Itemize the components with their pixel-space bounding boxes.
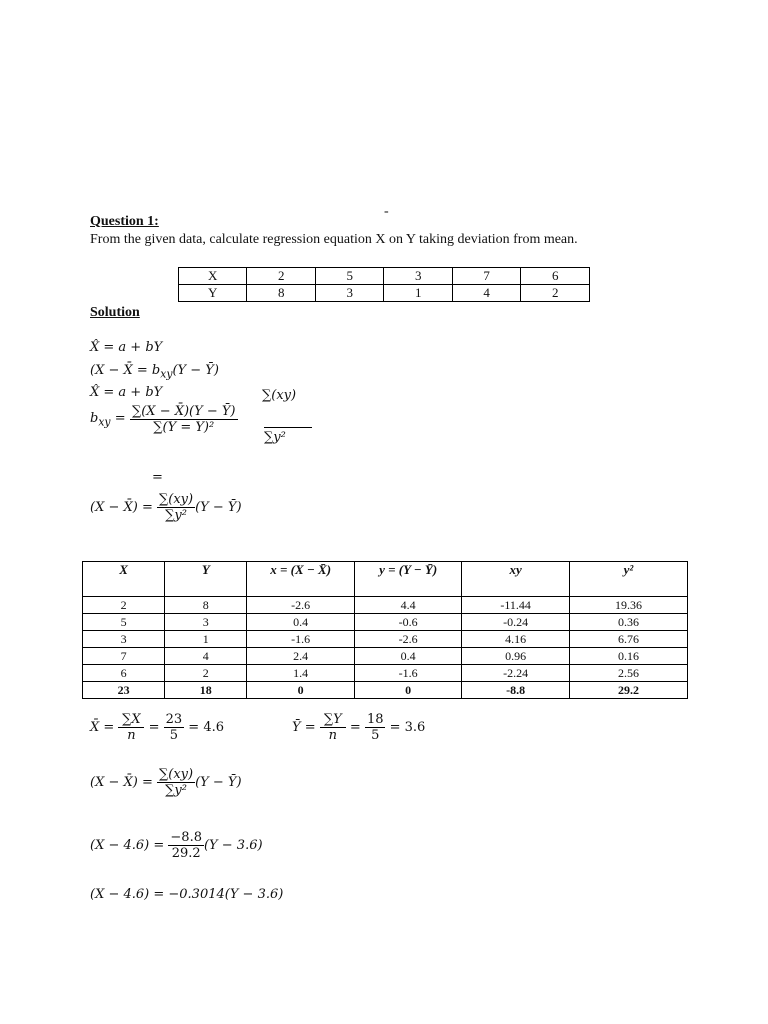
table-cell: 2: [165, 665, 247, 682]
bxy-alt-denominator: ∑y²: [264, 427, 312, 445]
ybar-lhs: Ȳ =: [292, 720, 316, 735]
ybar-denominator-value: 5: [365, 727, 386, 743]
xbar-formula: [90, 712, 224, 743]
xbar-result: = 4.6: [188, 720, 224, 735]
table-row: [83, 614, 688, 631]
ybar-eq: =: [349, 720, 361, 735]
equation-2: [90, 363, 219, 381]
eq2-head: (X − X̄ = b: [90, 363, 161, 378]
totals-row: [83, 682, 688, 699]
bxy-sub: xy: [98, 415, 111, 429]
row-label: Y: [179, 285, 247, 302]
l2-lhs: (X − 4.6) =: [90, 838, 165, 853]
row-label: X: [179, 268, 247, 285]
total-cell: 23: [83, 682, 165, 699]
table-cell: -1.6: [247, 631, 355, 648]
table-cell: 2.56: [569, 665, 687, 682]
col-header: y²: [569, 562, 687, 597]
table-cell: 1.4: [247, 665, 355, 682]
table-cell: -11.44: [462, 597, 570, 614]
table-cell: 2: [247, 268, 315, 285]
table-cell: 7: [452, 268, 520, 285]
total-cell: 0: [247, 682, 355, 699]
table-cell: 2: [83, 597, 165, 614]
equals-sign: =: [152, 470, 163, 485]
l1-tail: (Y − Ȳ): [195, 775, 242, 790]
table-cell: 0.4: [247, 614, 355, 631]
total-cell: 29.2: [569, 682, 687, 699]
table-row: [179, 285, 590, 302]
l1-lhs: (X − X̄) =: [90, 775, 153, 790]
l2-tail: (Y − 3.6): [203, 838, 263, 853]
reg-numerator: ∑(xy): [158, 492, 194, 507]
table-cell: 4: [165, 648, 247, 665]
reg-tail: (Y − Ȳ): [195, 500, 242, 515]
final-line-2: [90, 830, 263, 861]
bxy-label: b: [90, 410, 99, 426]
ybar-numerator-value: 18: [366, 712, 384, 727]
table-cell: 4.16: [462, 631, 570, 648]
table-cell: 8: [247, 285, 315, 302]
l2-numerator: −8.8: [170, 830, 202, 845]
table-cell: 2: [521, 285, 590, 302]
xbar-numerator-value: 23: [165, 712, 183, 727]
table-cell: 6: [83, 665, 165, 682]
xbar-eq: =: [148, 720, 160, 735]
col-header: x = (X − X̄): [247, 562, 355, 597]
equation-3: X̂ = a + bY: [90, 385, 163, 400]
table-row: [179, 268, 590, 285]
regression-formula: [90, 492, 242, 523]
table-cell: 3: [83, 631, 165, 648]
table-row: [83, 648, 688, 665]
table-cell: 6: [521, 268, 590, 285]
table-cell: 8: [165, 597, 247, 614]
xbar-denominator-value: 5: [164, 727, 185, 743]
question-title: Question 1:: [90, 214, 159, 229]
table-cell: -2.24: [462, 665, 570, 682]
total-cell: -8.8: [462, 682, 570, 699]
stray-dot: -: [384, 204, 389, 219]
total-cell: 0: [354, 682, 462, 699]
xbar-lhs: X̄ =: [90, 720, 115, 735]
table-cell: 19.36: [569, 597, 687, 614]
table-cell: 7: [83, 648, 165, 665]
col-header: Y: [165, 562, 247, 597]
total-cell: 18: [165, 682, 247, 699]
bxy-eq: =: [110, 410, 126, 426]
l1-numerator: ∑(xy): [158, 767, 194, 782]
table-cell: 6.76: [569, 631, 687, 648]
table-cell: -0.24: [462, 614, 570, 631]
bxy-numerator: ∑(X − X̄)(Y − Ȳ): [130, 404, 238, 420]
reg-lhs: (X − X̄) =: [90, 500, 153, 515]
col-header: X: [83, 562, 165, 597]
solution-title: Solution: [90, 305, 140, 320]
l2-denominator: 29.2: [171, 846, 201, 861]
final-line-3: (X − 4.6) = −0.3014(Y − 3.6): [90, 887, 284, 902]
eq2-tail: (Y − Ȳ): [172, 363, 219, 378]
table-cell: -2.6: [247, 597, 355, 614]
table-cell: 5: [315, 268, 383, 285]
ybar-numerator: ∑Y: [323, 712, 342, 727]
table-cell: -0.6: [354, 614, 462, 631]
table-cell: 5: [83, 614, 165, 631]
table-row: [83, 597, 688, 614]
reg-denominator: ∑y²: [165, 508, 187, 523]
table-row: [83, 631, 688, 648]
table-header-row: [83, 562, 688, 597]
final-line-1: [90, 767, 242, 798]
table-cell: 1: [165, 631, 247, 648]
table-cell: -2.6: [354, 631, 462, 648]
question-text: From the given data, calculate regression equation X on Y taking deviation from mean.: [90, 232, 578, 247]
table-cell: 1: [384, 285, 452, 302]
xbar-denominator: n: [118, 727, 144, 743]
table-cell: -1.6: [354, 665, 462, 682]
table-cell: 2.4: [247, 648, 355, 665]
xbar-numerator: ∑X: [122, 712, 141, 727]
bxy-denominator: ∑(Y = Y)²: [153, 420, 215, 435]
table-cell: 3: [315, 285, 383, 302]
col-header: xy: [462, 562, 570, 597]
l1-denominator: ∑y²: [165, 783, 187, 798]
ybar-result: = 3.6: [389, 720, 426, 735]
table-cell: 0.96: [462, 648, 570, 665]
table-cell: 0.4: [354, 648, 462, 665]
table-cell: 0.36: [569, 614, 687, 631]
ybar-denominator: n: [320, 727, 346, 743]
table-cell: 3: [165, 614, 247, 631]
bxy-formula: [90, 404, 238, 435]
table-cell: 0.16: [569, 648, 687, 665]
table-row: [83, 665, 688, 682]
ybar-formula: [292, 712, 425, 743]
eq2-sub: xy: [160, 367, 173, 381]
col-header: y = (Y − Ȳ): [354, 562, 462, 597]
table-cell: 3: [384, 268, 452, 285]
equation-1: X̂ = a + bY: [90, 340, 163, 355]
table-cell: 4.4: [354, 597, 462, 614]
calculation-table: [82, 561, 688, 699]
table-cell: 4: [452, 285, 520, 302]
data-table: [178, 267, 590, 302]
sigma-xy: ∑(xy): [262, 388, 297, 403]
